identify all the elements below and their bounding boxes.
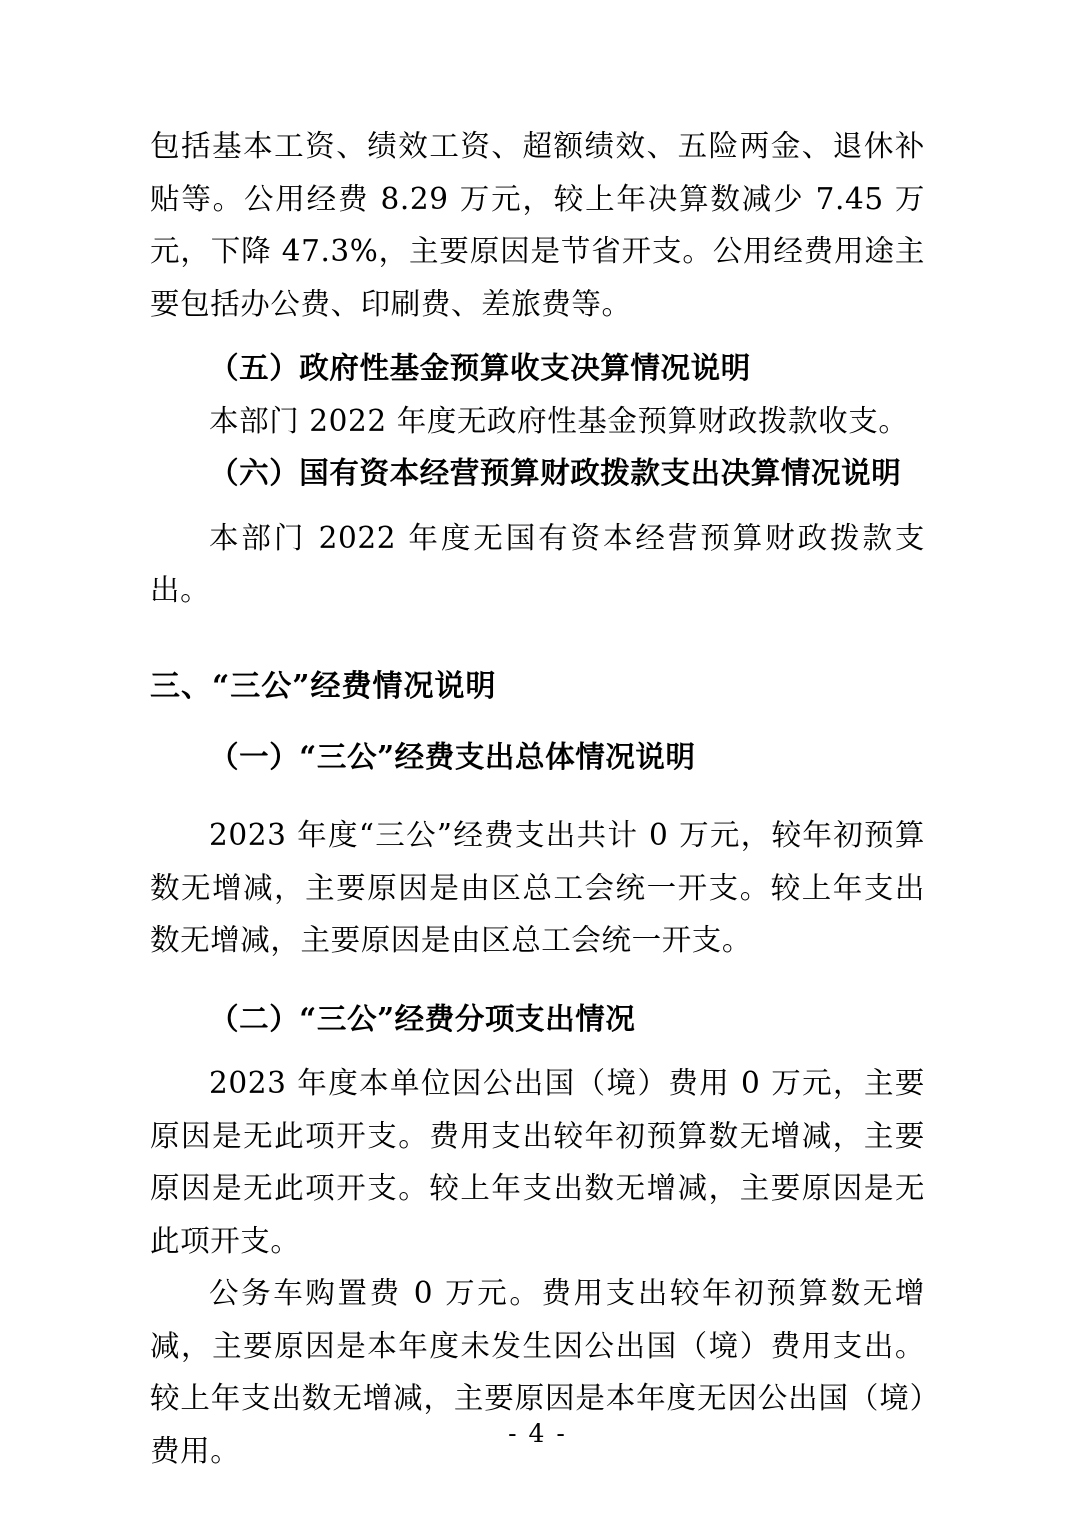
heading-three-public-overall: （一）“三公”经费支出总体情况说明 — [209, 738, 696, 774]
paragraph-vehicle-purchase: 公务车购置费 0 万元。费用支出较年初预算数无增减，主要原因是本年度未发生因公出国（境）费用支出。较上年支出数无增减，主要原因是本年度无因公出国（境）费用。 — [150, 1276, 925, 1468]
heading-government-fund-budget: （五）政府性基金预算收支决算情况说明 — [209, 350, 751, 385]
page-number: - 4 - — [508, 1419, 567, 1448]
paragraph-state-capital-budget: 本部门 2022 年度无国有资本经营预算财政拨款支出。 — [150, 520, 925, 607]
spacer — [150, 967, 925, 993]
heading-state-capital-budget: （六）国有资本经营预算财政拨款支出决算情况说明 — [209, 455, 902, 490]
spacer — [150, 705, 925, 731]
paragraph-government-fund-budget: 本部门 2022 年度无政府性基金预算财政拨款收支。 — [209, 403, 909, 438]
spacer — [150, 783, 925, 809]
spacer — [150, 500, 925, 512]
paragraph-three-public-overall: 2023 年度“三公”经费支出共计 0 万元，较年初预算数无增减，主要原因是由区总工会统一开支。较上年支出数无增减，主要原因是由区总工会统一开支。 — [150, 818, 925, 957]
spacer — [150, 1045, 925, 1057]
paragraph-public-funds-detail: 包括基本工资、绩效工资、超额绩效、五险两金、退休补贴等。公用经费 8.29 万元，较上年决算数减少 7.45 万元，下降 47.3%，主要原因是节省开支。公用经费用途主要包括办公费、印刷费、差旅费等。 — [150, 129, 925, 321]
paragraph-overseas-travel: 2023 年度本单位因公出国（境）费用 0 万元，主要原因是无此项开支。费用支出较年初预算数无增减，主要原因是无此项开支。较上年支出数无增减，主要原因是无此项开支。 — [150, 1066, 925, 1258]
spacer — [150, 330, 925, 342]
heading-section-three: 三、“三公”经费情况说明 — [150, 668, 497, 704]
heading-three-public-itemized: （二）“三公”经费分项支出情况 — [209, 1000, 636, 1036]
spacer — [150, 617, 925, 661]
